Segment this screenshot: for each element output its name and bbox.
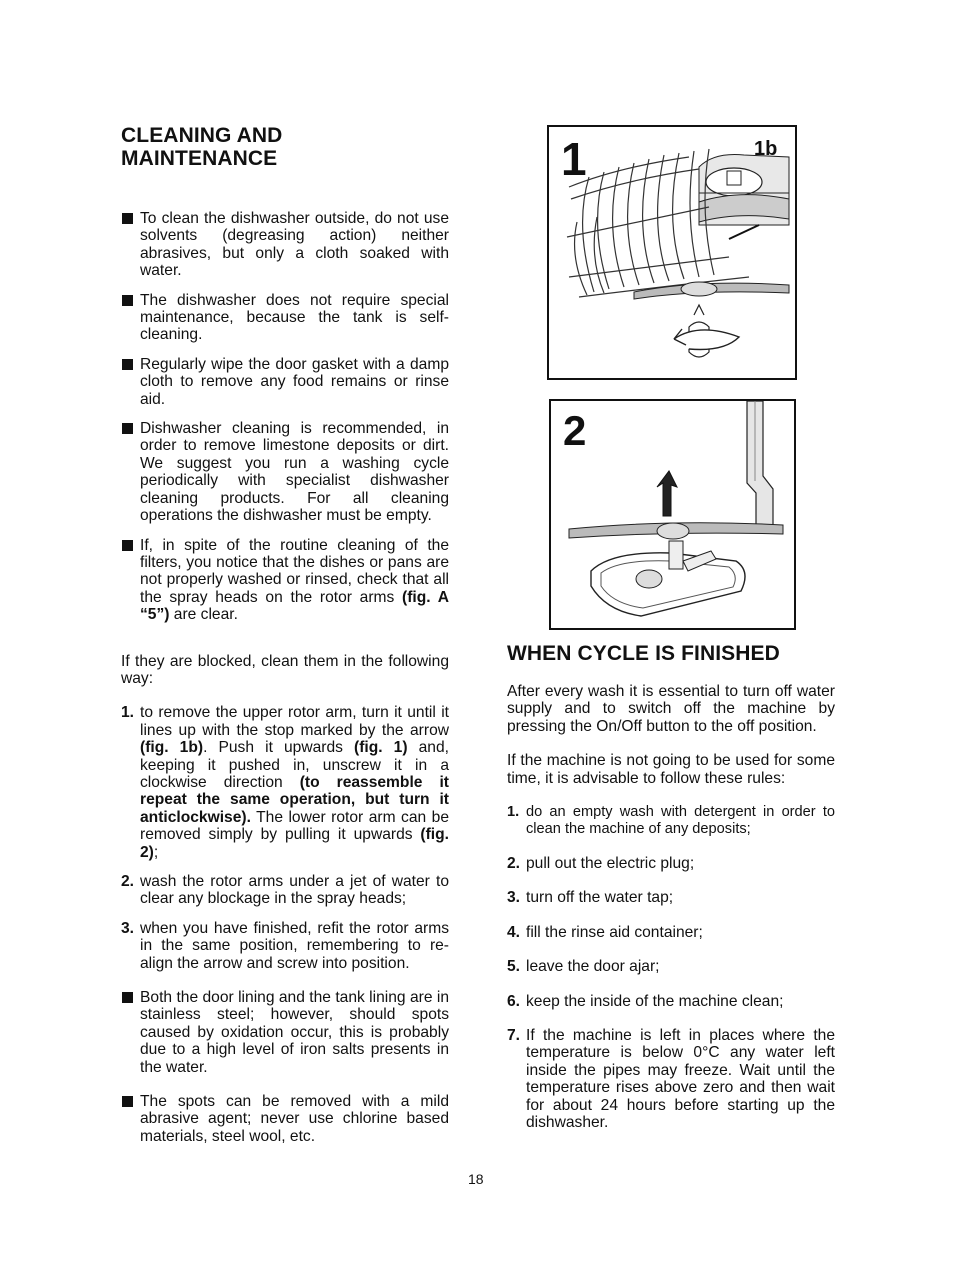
figure-1b-label: 1b	[754, 138, 778, 160]
rule-7: 7. If the machine is left in places where the temperature is below 0°C any water left inside the pipes may freeze. Wait until the temperature rises above zero and then wait for about 24 hours before starting up the dishwasher.	[507, 1027, 835, 1132]
bullet-door-gasket: Regularly wipe the door gasket with a damp cloth to remove any food remains or rinse aid.	[121, 356, 449, 408]
bullet-stainless: Both the door lining and the tank lining are in stainless steel; however, should spots caused by oxidation occur, this is probably due to a high level of iron salts presents in the water.	[121, 989, 449, 1076]
bullet-limestone: Dishwasher cleaning is recommended, in order to remove limestone deposits or dirt. We suggest you run a washing cycle periodically with specialist dishwasher cleaning products. For all cleaning operations the dishwasher must be empty.	[121, 420, 449, 524]
blocked-intro: If they are blocked, clean them in the following way:	[121, 652, 449, 687]
cycle-finished-p1: After every wash it is essential to turn off water supply and to switch off the machine by pressing the On/Off button to the off position.	[507, 683, 835, 735]
figure-2-illustration	[551, 401, 794, 628]
bullet-exterior-cleaning: To clean the dishwasher outside, do not use solvents (degreasing action) neither abrasives, but only a cloth soaked with water.	[121, 210, 449, 280]
rule-1: 1. do an empty wash with detergent in order to clean the machine of any deposits;	[507, 804, 835, 838]
cycle-finished-title: WHEN CYCLE IS FINISHED	[507, 642, 780, 665]
rule-3: 3. turn off the water tap;	[507, 889, 674, 907]
page-number: 18	[468, 1171, 484, 1187]
rule-5: 5. leave the door ajar;	[507, 958, 660, 976]
rule-4: 4. fill the rinse aid container;	[507, 923, 703, 941]
cleaning-title: CLEANING AND MAINTENANCE	[121, 124, 283, 170]
figure-1-number: 1	[561, 133, 587, 185]
figure-1-illustration	[549, 127, 795, 378]
bullet-spots: The spots can be removed with a mild abrasive agent; never use chlorine based materials, steel wool, etc.	[121, 1093, 449, 1145]
step-3: 3. when you have finished, refit the rotor arms in the same position, remembering to re-align the arrow and screw into position.	[121, 919, 449, 972]
bullet-spray-heads: If, in spite of the routine cleaning of the filters, you notice that the dishes or pans are not properly washed or rinsed, check that all the spray heads on the rotor arms (fig. A “5”) are clear.	[121, 537, 449, 624]
cleaning-section	[121, 124, 449, 1145]
figure-1-upper-rotor-arm	[547, 125, 797, 380]
figure-2-number: 2	[563, 407, 587, 454]
rule-6: 6. keep the inside of the machine clean;	[507, 992, 784, 1010]
figure-2-lower-rotor-arm	[549, 399, 796, 630]
cycle-finished-p2: If the machine is not going to be used for some time, it is advisable to follow these rules:	[507, 752, 835, 787]
cycle-finished-section	[507, 642, 835, 1132]
rule-2: 2. pull out the electric plug;	[507, 855, 695, 873]
bullet-maintenance: The dishwasher does not require special maintenance, because the tank is self-cleaning.	[121, 292, 449, 344]
step-2: 2. wash the rotor arms under a jet of water to clear any blockage in the spray heads;	[121, 873, 449, 908]
step-1: 1. to remove the upper rotor arm, turn it until it lines up with the stop marked by the arrow (fig. 1b). Push it upwards (fig. 1) and, keeping it pushed in, unscrew it in a clockwise direction (to reassemble it repeat the same operation, but turn it anticlockwise). The lower rotor arm can be removed simply by pulling it upwards (fig. 2);	[121, 704, 449, 861]
